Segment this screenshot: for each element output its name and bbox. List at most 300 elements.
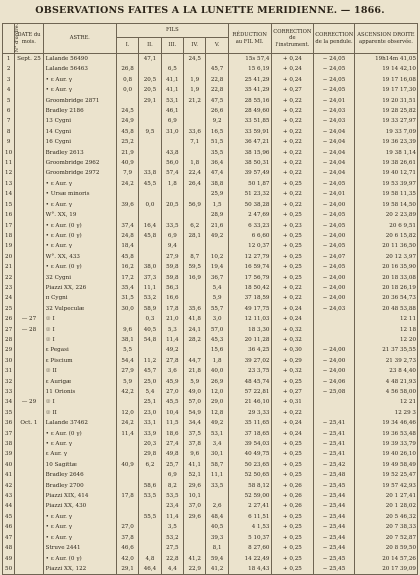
row-fil-2 [139, 533, 161, 543]
row-correction-instrument: + 0,24 [271, 54, 314, 65]
row-fil-3: 45,5 [161, 397, 183, 407]
row-star-name: • ε Aur. (0 γ) [43, 221, 116, 231]
row-reduction: 37 18,59 [228, 293, 271, 303]
row-correction-pendule: − 24,05 [314, 179, 355, 189]
row-ascension: 4 48 21,93 [354, 377, 417, 387]
row-number: 49 [3, 554, 15, 564]
row-fil-3: 16,6 [161, 293, 183, 303]
row-ascension: 19 57 42,93 [354, 481, 417, 491]
row-fil-1 [116, 189, 138, 199]
row-ascension: 20 18 33,08 [354, 273, 417, 283]
row-fil-1: 46,6 [116, 543, 138, 553]
row-fil-1: 35,4 [116, 283, 138, 293]
table-row [3, 429, 418, 439]
row-fil-4: 52,1 [184, 470, 206, 480]
table-row [3, 460, 418, 470]
row-correction-pendule: − 24,04 [314, 168, 355, 178]
row-fil-3: 1,8 [161, 179, 183, 189]
row-fil-4: 54,9 [184, 408, 206, 418]
row-fil-4 [184, 241, 206, 251]
row-reduction: 15 6,19 [228, 64, 271, 74]
row-fil-2 [139, 501, 161, 511]
row-star-name: π Cygni [43, 293, 116, 303]
row-fil-3: 56,0 [161, 158, 183, 168]
row-fil-4: 6,2 [184, 221, 206, 231]
row-fil-2 [139, 252, 161, 262]
table-row [3, 158, 418, 168]
row-fil-3: 27,4 [161, 439, 183, 449]
row-fil-4: 29,6 [184, 512, 206, 522]
row-date [15, 335, 43, 345]
row-ascension: 20 18 26,19 [354, 283, 417, 293]
row-fil-3: 21,0 [161, 314, 183, 324]
row-date: — 28 [15, 325, 43, 335]
row-date [15, 356, 43, 366]
header-reduction: RÉDUCTION au FIL MI. [228, 24, 271, 54]
row-fil-1: 9,6 [116, 325, 138, 335]
row-reduction: 50 38,28 [228, 200, 271, 210]
row-fil-4: 21,2 [184, 96, 206, 106]
row-fil-1: 39,6 [116, 200, 138, 210]
row-ascension: 20 17 39,09 [354, 564, 417, 575]
row-reduction: 52 59,00 [228, 491, 271, 501]
row-reduction: 18 4,43 [228, 564, 271, 575]
row-correction-pendule: − 25,41 [314, 439, 355, 449]
table-row [3, 449, 418, 459]
row-correction-instrument: + 0,22 [271, 408, 314, 418]
row-date [15, 148, 43, 158]
row-correction-instrument: + 0,25 [271, 460, 314, 470]
row-number: 12 [3, 168, 15, 178]
row-fil-5: 21,6 [206, 221, 228, 231]
row-fil-4: 10,1 [184, 491, 206, 501]
row-date [15, 449, 43, 459]
row-fil-1 [116, 501, 138, 511]
row-correction-pendule: − 24,01 [314, 96, 355, 106]
row-date [15, 408, 43, 418]
row-date [15, 554, 43, 564]
row-star-name: • ε Aur. (0 γ) [43, 262, 116, 272]
row-ascension: 20 11 36,50 [354, 241, 417, 251]
row-fil-3: 27,0 [161, 387, 183, 397]
row-star-name: Groombridge 2871 [43, 96, 116, 106]
row-correction-pendule: − 25,48 [314, 470, 355, 480]
row-correction-pendule: − 24,05 [314, 85, 355, 95]
row-fil-5: 49,2 [206, 231, 228, 241]
row-fil-2: 38,0 [139, 262, 161, 272]
row-fil-4: 56,9 [184, 200, 206, 210]
row-correction-instrument: + 0,24 [271, 304, 314, 314]
row-fil-5: 59,4 [206, 554, 228, 564]
row-fil-4: 22,4 [184, 168, 206, 178]
row-date [15, 377, 43, 387]
row-fil-4: 59,5 [184, 262, 206, 272]
row-correction-pendule: − 24,04 [314, 158, 355, 168]
row-fil-3: 53,1 [161, 96, 183, 106]
row-fil-2: 23,0 [139, 408, 161, 418]
row-number: 9 [3, 137, 15, 147]
row-ascension: 19 33 27,97 [354, 116, 417, 126]
row-fil-5: 45,7 [206, 64, 228, 74]
row-correction-instrument: + 0,25 [271, 439, 314, 449]
row-fil-4: 49,0 [184, 387, 206, 397]
row-fil-5: 33,5 [206, 481, 228, 491]
row-reduction: 12 11,03 [228, 314, 271, 324]
row-ascension: 19 34 46,46 [354, 418, 417, 428]
row-ascension: 20 36 54,73 [354, 293, 417, 303]
row-ascension: 21 39 2,73 [354, 356, 417, 366]
row-fil-1: 42,0 [116, 554, 138, 564]
row-correction-instrument: + 0,24 [271, 418, 314, 428]
row-date [15, 366, 43, 376]
row-fil-2 [139, 137, 161, 147]
row-reduction: 50 23,65 [228, 460, 271, 470]
row-date [15, 252, 43, 262]
row-fil-2: 33,8 [139, 168, 161, 178]
row-fil-5: 1,8 [206, 356, 228, 366]
row-fil-1 [116, 481, 138, 491]
row-correction-instrument: + 0,22 [271, 96, 314, 106]
row-fil-1: 27,9 [116, 366, 138, 376]
row-ascension: 19 52 25,47 [354, 470, 417, 480]
row-fil-2 [139, 189, 161, 199]
row-star-name: Groombridge 2972 [43, 168, 116, 178]
table-row [3, 283, 418, 293]
row-fil-2: 33,1 [139, 418, 161, 428]
row-fil-4: 24,5 [184, 54, 206, 65]
row-fil-5: 26,6 [206, 106, 228, 116]
row-fil-5 [206, 54, 228, 65]
row-fil-5: 45,3 [206, 335, 228, 345]
row-reduction: 28 55,16 [228, 96, 271, 106]
row-fil-4: 9,6 [184, 449, 206, 459]
row-fil-5: 5,9 [206, 293, 228, 303]
table-row [3, 148, 418, 158]
row-reduction: 15s 57,4 [228, 54, 271, 65]
table-row [3, 325, 418, 335]
row-reduction: 16 59,74 [228, 262, 271, 272]
row-reduction: 12 0,37 [228, 241, 271, 251]
table-row [3, 533, 418, 543]
row-star-name: W°. XX, 19 [43, 210, 116, 220]
row-correction-instrument: + 0,25 [271, 273, 314, 283]
row-ascension: 20 12 3,97 [354, 252, 417, 262]
table-row [3, 564, 418, 575]
table-row [3, 252, 418, 262]
table-row [3, 543, 418, 553]
row-correction-instrument: + 0,25 [271, 210, 314, 220]
row-fil-1: 0,8 [116, 75, 138, 85]
row-ascension: 19 58 14,50 [354, 200, 417, 210]
row-fil-5 [206, 241, 228, 251]
row-correction-pendule: − 25,41 [314, 429, 355, 439]
row-fil-4: 37,8 [184, 439, 206, 449]
table-row [3, 418, 418, 428]
row-fil-3: 59,8 [161, 273, 183, 283]
row-fil-3: 11,5 [161, 418, 183, 428]
row-reduction: 6 33,23 [228, 221, 271, 231]
row-correction-instrument: + 0,26 [271, 491, 314, 501]
row-number: 27 [3, 325, 15, 335]
table-row [3, 210, 418, 220]
row-number: 42 [3, 481, 15, 491]
row-date [15, 221, 43, 231]
row-number: 43 [3, 491, 15, 501]
row-ascension: 12 11 [354, 314, 417, 324]
row-fil-2 [139, 106, 161, 116]
row-ascension: 21 37 35,55 [354, 345, 417, 355]
row-date [15, 304, 43, 314]
row-fil-3: 27,9 [161, 252, 183, 262]
table-row [3, 314, 418, 324]
row-fil-5: 19,4 [206, 262, 228, 272]
row-correction-pendule: − 24,00 [314, 273, 355, 283]
table-row [3, 75, 418, 85]
row-fil-5: 10,2 [206, 252, 228, 262]
table-row [3, 189, 418, 199]
table-row [3, 481, 418, 491]
row-fil-2: 53,5 [139, 491, 161, 501]
row-correction-pendule: − 25,42 [314, 460, 355, 470]
row-reduction: 29 3,33 [228, 408, 271, 418]
row-fil-2: 55,5 [139, 512, 161, 522]
row-reduction: 50 1,87 [228, 179, 271, 189]
row-ascension: 19 36 23,39 [354, 137, 417, 147]
row-fil-1: 21,9 [116, 148, 138, 158]
row-correction-pendule: − 24,04 [314, 137, 355, 147]
row-correction-pendule: − 25,41 [314, 449, 355, 459]
row-correction-pendule: − 25,44 [314, 491, 355, 501]
row-date [15, 470, 43, 480]
row-fil-3: 5,3 [161, 325, 183, 335]
table-row [3, 491, 418, 501]
row-star-name: • ε Aur. γ [43, 179, 116, 189]
row-fil-5: 8,1 [206, 543, 228, 553]
row-correction-pendule [314, 314, 355, 324]
table-row [3, 85, 418, 95]
row-fil-4: 1,8 [184, 158, 206, 168]
row-fil-3: 41,1 [161, 85, 183, 95]
row-ascension: 19 17 17,30 [354, 85, 417, 95]
row-reduction: 40 49,75 [228, 449, 271, 459]
row-date: — 29 [15, 397, 43, 407]
observations-table [2, 23, 418, 575]
row-ascension: 20 7 38,33 [354, 522, 417, 532]
row-star-name: • ε Aur. (0 γ) [43, 429, 116, 439]
row-date [15, 168, 43, 178]
row-star-name: Piazzi XX, 226 [43, 283, 116, 293]
row-correction-pendule [314, 335, 355, 345]
row-star-name: 16 Cygni [43, 137, 116, 147]
row-number: 38 [3, 439, 15, 449]
row-fil-4: 1,9 [184, 75, 206, 85]
row-fil-4: 37,5 [184, 429, 206, 439]
row-number: 47 [3, 533, 15, 543]
row-fil-1: 42,2 [116, 387, 138, 397]
row-star-name: Groombridge 2962 [43, 158, 116, 168]
row-star-name: • ε Aur. (0 γ) [43, 554, 116, 564]
row-date [15, 262, 43, 272]
row-date [15, 387, 43, 397]
row-fil-4: 26,4 [184, 179, 206, 189]
row-fil-4: 35,6 [184, 304, 206, 314]
row-number: 13 [3, 179, 15, 189]
row-correction-instrument: + 0,31 [271, 397, 314, 407]
row-ascension: 20 5 46,32 [354, 512, 417, 522]
row-number: 39 [3, 449, 15, 459]
row-fil-4: 37,0 [184, 501, 206, 511]
row-star-name: Bradley 2613 [43, 148, 116, 158]
row-number: 18 [3, 231, 15, 241]
row-fil-5: 53,1 [206, 429, 228, 439]
row-star-name: • ε Aur. γ [43, 241, 116, 251]
row-fil-3: 18,6 [161, 429, 183, 439]
row-number: 37 [3, 429, 15, 439]
row-correction-instrument: + 0,22 [271, 127, 314, 137]
header-no: N° d'ordre. [3, 24, 15, 54]
header-fil-1: I. [116, 38, 138, 54]
row-date [15, 533, 43, 543]
row-fil-3: 46,1 [161, 106, 183, 116]
row-ascension: 23 8 4,40 [354, 366, 417, 376]
row-fil-4: 5,9 [184, 377, 206, 387]
row-star-name: Lalande 56463 [43, 64, 116, 74]
row-correction-pendule: − 25,45 [314, 554, 355, 564]
table-row [3, 137, 418, 147]
table-row [3, 366, 418, 376]
row-fil-3: 23,4 [161, 501, 183, 511]
row-fil-2: 6,2 [139, 460, 161, 470]
row-fil-2: 29,1 [139, 96, 161, 106]
row-fil-2: 20,3 [139, 439, 161, 449]
row-date [15, 512, 43, 522]
row-date: Oct. 1 [15, 418, 43, 428]
row-ascension: 19 40 12,71 [354, 168, 417, 178]
row-star-name: ☉ I [43, 325, 116, 335]
row-star-name: Bradley 2700 [43, 481, 116, 491]
table-row [3, 127, 418, 137]
row-number: 19 [3, 241, 15, 251]
row-number: 30 [3, 356, 15, 366]
row-date [15, 522, 43, 532]
row-ascension: 19 38 1,14 [354, 148, 417, 158]
row-correction-instrument: + 0,25 [271, 554, 314, 564]
row-number: 46 [3, 522, 15, 532]
row-correction-pendule: − 24,03 [314, 106, 355, 116]
row-correction-instrument: + 0,27 [271, 387, 314, 397]
row-star-name: 32 Vulpeculæ [43, 304, 116, 314]
row-reduction: 58 8,12 [228, 481, 271, 491]
row-fil-5 [206, 491, 228, 501]
row-fil-3: 6,9 [161, 231, 183, 241]
row-fil-1: 5,5 [116, 345, 138, 355]
row-reduction: 18 50,42 [228, 283, 271, 293]
row-correction-instrument: + 0,22 [271, 148, 314, 158]
row-fil-4 [184, 116, 206, 126]
row-correction-pendule: − 24,05 [314, 64, 355, 74]
table-row [3, 106, 418, 116]
row-reduction: 20 11,28 [228, 335, 271, 345]
row-correction-instrument: + 0,25 [271, 512, 314, 522]
row-correction-pendule [314, 325, 355, 335]
row-correction-pendule: − 25,44 [314, 543, 355, 553]
row-fil-3: 57,4 [161, 168, 183, 178]
row-reduction: 17 56,79 [228, 273, 271, 283]
row-fil-2: 0,0 [139, 200, 161, 210]
row-fil-3: 49,8 [161, 449, 183, 459]
row-fil-3: 43,8 [161, 148, 183, 158]
row-correction-pendule: − 24,05 [314, 54, 355, 65]
row-correction-pendule: − 24,00 [314, 293, 355, 303]
row-fil-4: 33,6 [184, 127, 206, 137]
row-correction-pendule: − 24,05 [314, 210, 355, 220]
row-number: 28 [3, 335, 15, 345]
row-star-name: 14 Cygni [43, 127, 116, 137]
row-correction-pendule: − 24,00 [314, 200, 355, 210]
row-correction-pendule: − 25,45 [314, 564, 355, 575]
row-fil-3: 45,9 [161, 377, 183, 387]
row-correction-instrument: + 0,23 [271, 221, 314, 231]
row-reduction: 14 22,49 [228, 554, 271, 564]
row-fil-2: 20,5 [139, 75, 161, 85]
row-date [15, 543, 43, 553]
row-fil-3: 56,3 [161, 283, 183, 293]
row-fil-3: 6,5 [161, 64, 183, 74]
row-reduction: 48 45,74 [228, 377, 271, 387]
row-fil-4: 28,1 [184, 231, 206, 241]
row-fil-4: 7,1 [184, 137, 206, 147]
row-fil-2: 58,9 [139, 304, 161, 314]
row-fil-5: 26,9 [206, 377, 228, 387]
row-number: 15 [3, 200, 15, 210]
row-number: 10 [3, 148, 15, 158]
row-fil-5: 28,9 [206, 210, 228, 220]
row-date [15, 439, 43, 449]
table-row [3, 168, 418, 178]
row-fil-2 [139, 158, 161, 168]
row-ascension: 19 39 33,79 [354, 439, 417, 449]
row-number: 20 [3, 252, 15, 262]
row-fil-4 [184, 148, 206, 158]
row-star-name: • ε Aur. γ [43, 533, 116, 543]
row-fil-5: 11,1 [206, 470, 228, 480]
table-row [3, 512, 418, 522]
row-fil-1 [116, 54, 138, 65]
row-correction-pendule: − 24,04 [314, 148, 355, 158]
row-fil-2 [139, 210, 161, 220]
row-correction-instrument: + 0,24 [271, 64, 314, 74]
row-ascension: 20 48 53,88 [354, 304, 417, 314]
row-correction-pendule: − 24,00 [314, 356, 355, 366]
row-fil-4: 1,9 [184, 85, 206, 95]
row-correction-instrument: + 0,25 [271, 179, 314, 189]
row-correction-instrument: + 0,22 [271, 158, 314, 168]
table-row [3, 179, 418, 189]
table-row [3, 387, 418, 397]
row-correction-pendule: − 25,41 [314, 418, 355, 428]
table-row [3, 221, 418, 231]
row-fil-3: 49,2 [161, 345, 183, 355]
row-correction-instrument: + 0,25 [271, 231, 314, 241]
row-correction-pendule: − 24,00 [314, 366, 355, 376]
row-reduction: 35 11,65 [228, 418, 271, 428]
table-row [3, 116, 418, 126]
row-correction-pendule: − 24,05 [314, 75, 355, 85]
row-star-name: Lalande 56490 [43, 54, 116, 65]
row-reduction: 51 23,32 [228, 189, 271, 199]
row-number: 25 [3, 304, 15, 314]
row-correction-instrument: + 0,22 [271, 137, 314, 147]
